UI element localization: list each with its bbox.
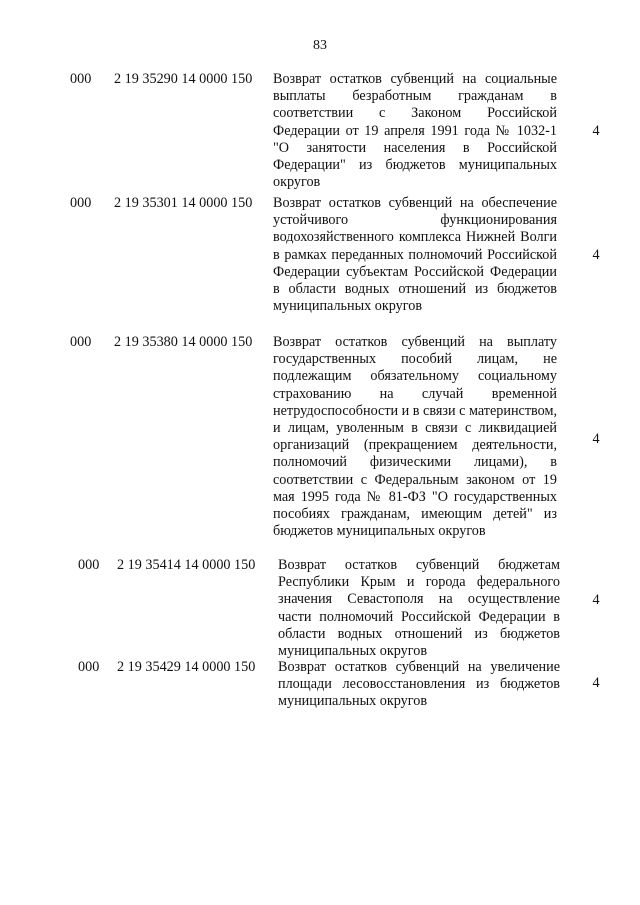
admin-code-cell: 000	[78, 659, 100, 675]
admin-code-cell: 000	[70, 195, 92, 211]
page-number: 83	[313, 38, 327, 53]
income-description-cell: Возврат остатков субвенций на обеспечение устойчивого функционирования водохозяйственного комплекса Нижней Волги в рамках переданных полномочий Российской Федерации субъектам Российской Федерации в области водных отношений из бюджетов муниципальных округов	[273, 195, 557, 315]
admin-code-cell: 000	[78, 557, 100, 573]
income-description-cell: Возврат остатков субвенций на увеличение площади лесовосстановления из бюджетов муниципальных округов	[278, 659, 560, 710]
budget-classification-code-cell: 2 19 35301 14 0000 150	[114, 195, 253, 211]
budget-classification-code-cell: 2 19 35290 14 0000 150	[114, 71, 253, 87]
admin-code-cell: 000	[70, 71, 92, 87]
amount-cell: 4	[592, 123, 600, 139]
income-description-cell: Возврат остатков субвенций на выплату государственных пособий лицам, не подлежащим обязательному социальному страхованию на случай временной нетрудоспособности и в связи с материнством, и лицам, уволенным в связи с ликвидацией организаций (прекращением деятельности, полномочий физическими лицами), в соответствии с Федеральным законом от 19 мая 1995 года № 81-ФЗ "О государственных пособиях гражданам, имеющим детей" из бюджетов муниципальных округов	[273, 334, 557, 540]
amount-cell: 4	[592, 675, 600, 691]
budget-classification-code-cell: 2 19 35414 14 0000 150	[117, 557, 256, 573]
amount-cell: 4	[592, 247, 600, 263]
amount-cell: 4	[592, 431, 600, 447]
budget-classification-code-cell: 2 19 35380 14 0000 150	[114, 334, 253, 350]
income-description-cell: Возврат остатков субвенций бюджетам Республики Крым и города федерального значения Севастополя на осуществление части полномочий Российской Федерации в области водных отношений из бюджетов муниципальных округов	[278, 557, 560, 660]
amount-cell: 4	[592, 592, 600, 608]
income-description-cell: Возврат остатков субвенций на социальные выплаты безработным гражданам в соответствии с Законом Российской Федерации от 19 апреля 1991 года № 1032-1 "О занятости населения в Российской Федерации" из бюджетов муниципальных округов	[273, 71, 557, 191]
budget-classification-code-cell: 2 19 35429 14 0000 150	[117, 659, 256, 675]
admin-code-cell: 000	[70, 334, 92, 350]
